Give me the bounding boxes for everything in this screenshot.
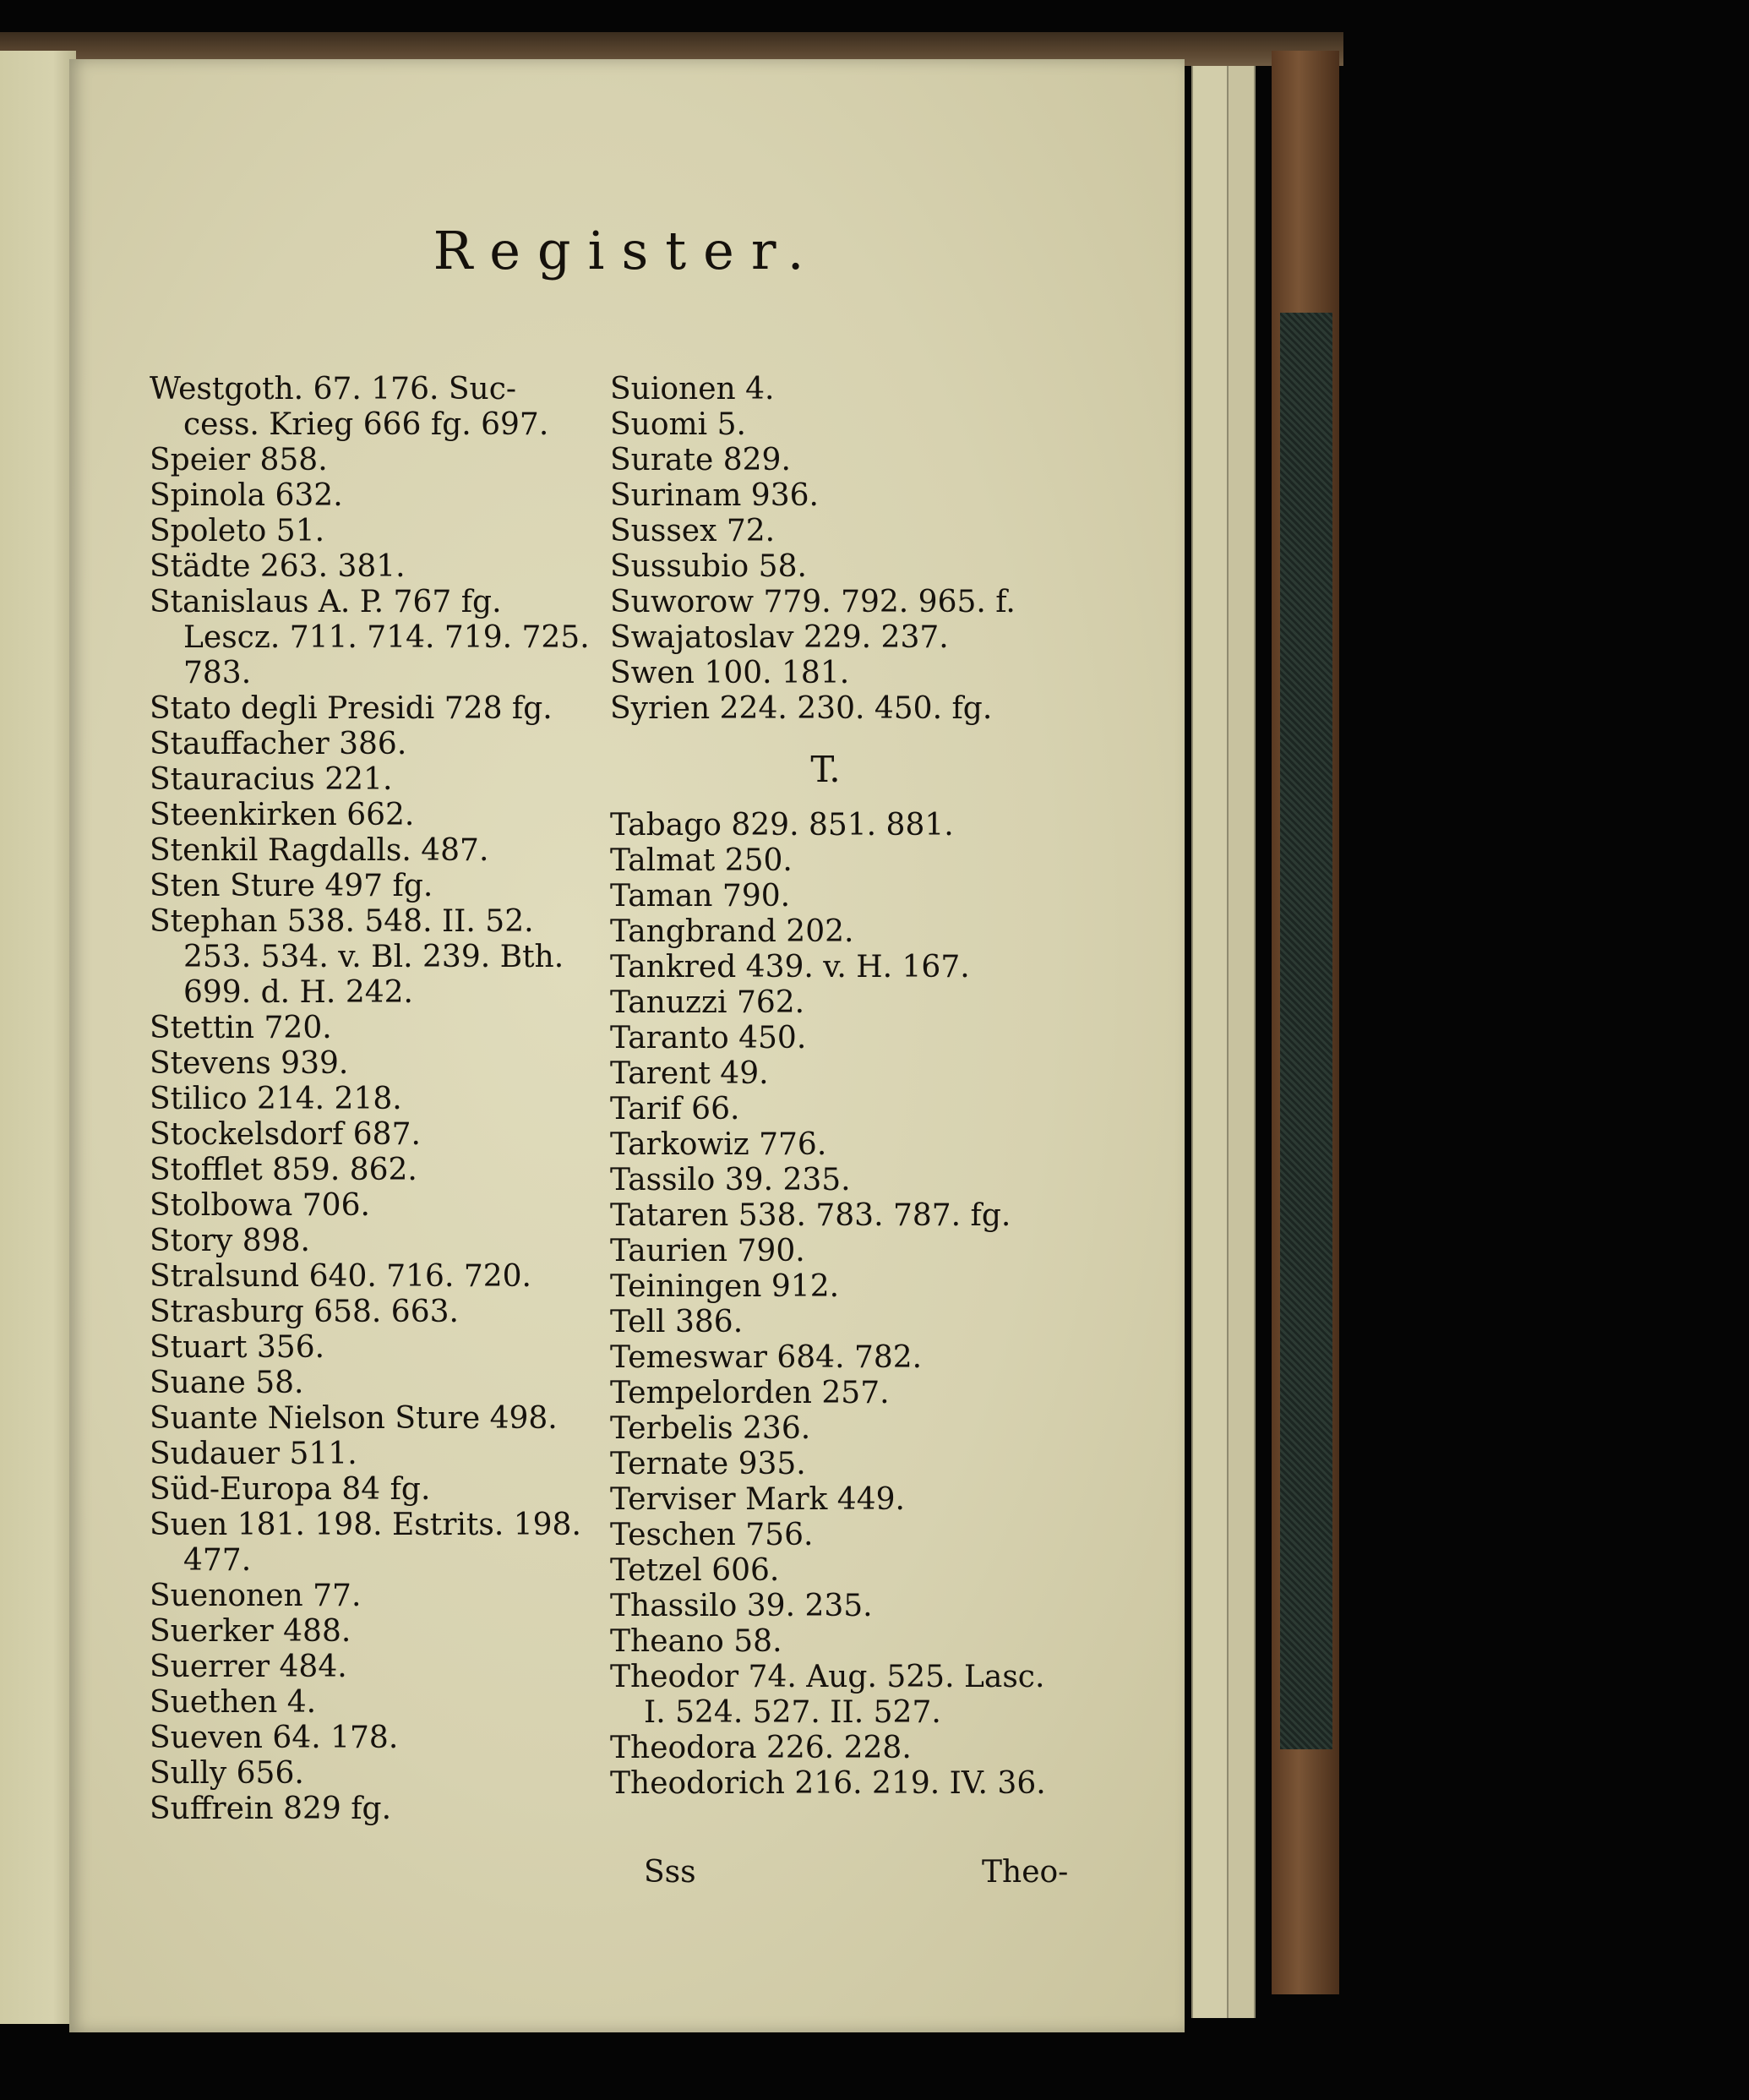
- register-entry: Surate 829.: [610, 443, 791, 477]
- register-entry: Suerker 488.: [150, 1614, 351, 1649]
- register-entry: Thassilo 39. 235.: [610, 1589, 873, 1623]
- register-right-column: [610, 372, 1151, 1802]
- register-entry: Spinola 632.: [150, 478, 343, 513]
- register-entry: Surinam 936.: [610, 478, 819, 513]
- register-entry: Stilico 214. 218.: [150, 1082, 402, 1116]
- register-entry: Theodorich 216. 219. IV. 36.: [610, 1766, 1046, 1801]
- register-entry: Stralsund 640. 716. 720.: [150, 1259, 532, 1294]
- signature-mark: Sss: [644, 1855, 696, 1890]
- catchword: Theo-: [982, 1855, 1069, 1890]
- register-entry: Terviser Mark 449.: [610, 1482, 905, 1517]
- register-entry: Tanuzzi 762.: [610, 985, 805, 1020]
- register-entry: Suomi 5.: [610, 407, 746, 442]
- register-entry: Suane 58.: [150, 1366, 304, 1400]
- register-entry: Swajatoslav 229. 237.: [610, 620, 949, 655]
- page-stack: [1229, 66, 1256, 2018]
- register-entry: Tarif 66.: [610, 1092, 740, 1126]
- register-entry: Syrien 224. 230. 450. fg.: [610, 691, 993, 726]
- register-entry: Taranto 450.: [610, 1021, 807, 1055]
- register-entry: Tataren 538. 783. 787. fg.: [610, 1198, 1011, 1233]
- left-page-edge: [0, 51, 76, 2024]
- register-left-column: [150, 372, 673, 1827]
- register-entry: Stofflet 859. 862.: [150, 1153, 417, 1187]
- register-entry: 699. d. H. 242.: [183, 975, 413, 1010]
- register-entry: I. 524. 527. II. 527.: [644, 1695, 941, 1730]
- register-entry: Süd-Europa 84 fg.: [150, 1472, 431, 1507]
- register-entry: Tassilo 39. 235.: [610, 1163, 851, 1197]
- register-entry: Speier 858.: [150, 443, 328, 477]
- register-page: [69, 59, 1185, 2032]
- register-entry: Tankred 439. v. H. 167.: [610, 950, 970, 985]
- register-entry: Ternate 935.: [610, 1447, 806, 1481]
- spine-cloth: [1280, 313, 1332, 1749]
- register-entry: Talmat 250.: [610, 843, 793, 878]
- register-entry: Sudauer 511.: [150, 1437, 357, 1471]
- register-entry: Suenonen 77.: [150, 1579, 362, 1613]
- register-entry: Städte 263. 381.: [150, 549, 406, 584]
- register-entry: Stevens 939.: [150, 1046, 349, 1081]
- register-entry: Tarkowiz 776.: [610, 1127, 827, 1162]
- register-entry: cess. Krieg 666 fg. 697.: [183, 407, 549, 442]
- register-entry: Sten Sture 497 fg.: [150, 869, 433, 903]
- register-entry: Tarent 49.: [610, 1056, 769, 1091]
- register-entry: Theodora 226. 228.: [610, 1731, 912, 1765]
- register-entry: Suerrer 484.: [150, 1650, 347, 1684]
- register-entry: 253. 534. v. Bl. 239. Bth.: [183, 940, 564, 974]
- page-title: Register.: [433, 220, 821, 281]
- register-entry: Taman 790.: [610, 879, 791, 914]
- register-entry: Swen 100. 181.: [610, 656, 850, 690]
- register-entry: Stephan 538. 548. II. 52.: [150, 904, 534, 939]
- register-entry: Suante Nielson Sture 498.: [150, 1401, 558, 1436]
- section-heading: T.: [810, 749, 841, 790]
- register-entry: Suworow 779. 792. 965. f.: [610, 585, 1016, 619]
- register-entry: Theodor 74. Aug. 525. Lasc.: [610, 1660, 1045, 1694]
- register-entry: Sully 656.: [150, 1756, 304, 1791]
- register-entry: Steenkirken 662.: [150, 798, 415, 832]
- register-entry: Stanislaus A. P. 767 fg.: [150, 585, 502, 619]
- register-entry: Taurien 790.: [610, 1234, 805, 1268]
- register-entry: Theano 58.: [610, 1624, 782, 1659]
- register-entry: Stettin 720.: [150, 1011, 332, 1045]
- register-entry: Stauracius 221.: [150, 762, 393, 797]
- register-entry: Sueven 64. 178.: [150, 1721, 399, 1755]
- register-entry: Tabago 829. 851. 881.: [610, 808, 954, 843]
- register-entry: Temeswar 684. 782.: [610, 1340, 923, 1375]
- register-entry: Spoleto 51.: [150, 514, 325, 548]
- register-entry: Lescz. 711. 714. 719. 725.: [183, 620, 590, 655]
- register-entry: Tangbrand 202.: [610, 914, 854, 949]
- register-entry: Story 898.: [150, 1224, 310, 1258]
- register-entry: Suen 181. 198. Estrits. 198.: [150, 1508, 581, 1542]
- register-entry: Stuart 356.: [150, 1330, 325, 1365]
- register-entry: Teiningen 912.: [610, 1269, 840, 1304]
- page-stack: [1193, 66, 1229, 2018]
- register-entry: Stato degli Presidi 728 fg.: [150, 691, 553, 726]
- register-entry: Stenkil Ragdalls. 487.: [150, 833, 489, 868]
- register-entry: Terbelis 236.: [610, 1411, 811, 1446]
- register-entry: Sussubio 58.: [610, 549, 807, 584]
- register-entry: Suffrein 829 fg.: [150, 1792, 392, 1826]
- register-entry: Tell 386.: [610, 1305, 744, 1339]
- register-entry: Sussex 72.: [610, 514, 776, 548]
- register-entry: Tempelorden 257.: [610, 1376, 890, 1410]
- register-entry: 477.: [183, 1543, 252, 1578]
- register-entry: Stolbowa 706.: [150, 1188, 370, 1223]
- register-entry: 783.: [183, 656, 252, 690]
- register-entry: Tetzel 606.: [610, 1553, 780, 1588]
- register-entry: Suionen 4.: [610, 372, 775, 406]
- register-entry: Strasburg 658. 663.: [150, 1295, 459, 1329]
- register-entry: Teschen 756.: [610, 1518, 814, 1552]
- register-entry: Stockelsdorf 687.: [150, 1117, 421, 1152]
- register-entry: Westgoth. 67. 176. Suc-: [150, 372, 517, 406]
- register-entry: Suethen 4.: [150, 1685, 317, 1720]
- register-entry: Stauffacher 386.: [150, 727, 407, 761]
